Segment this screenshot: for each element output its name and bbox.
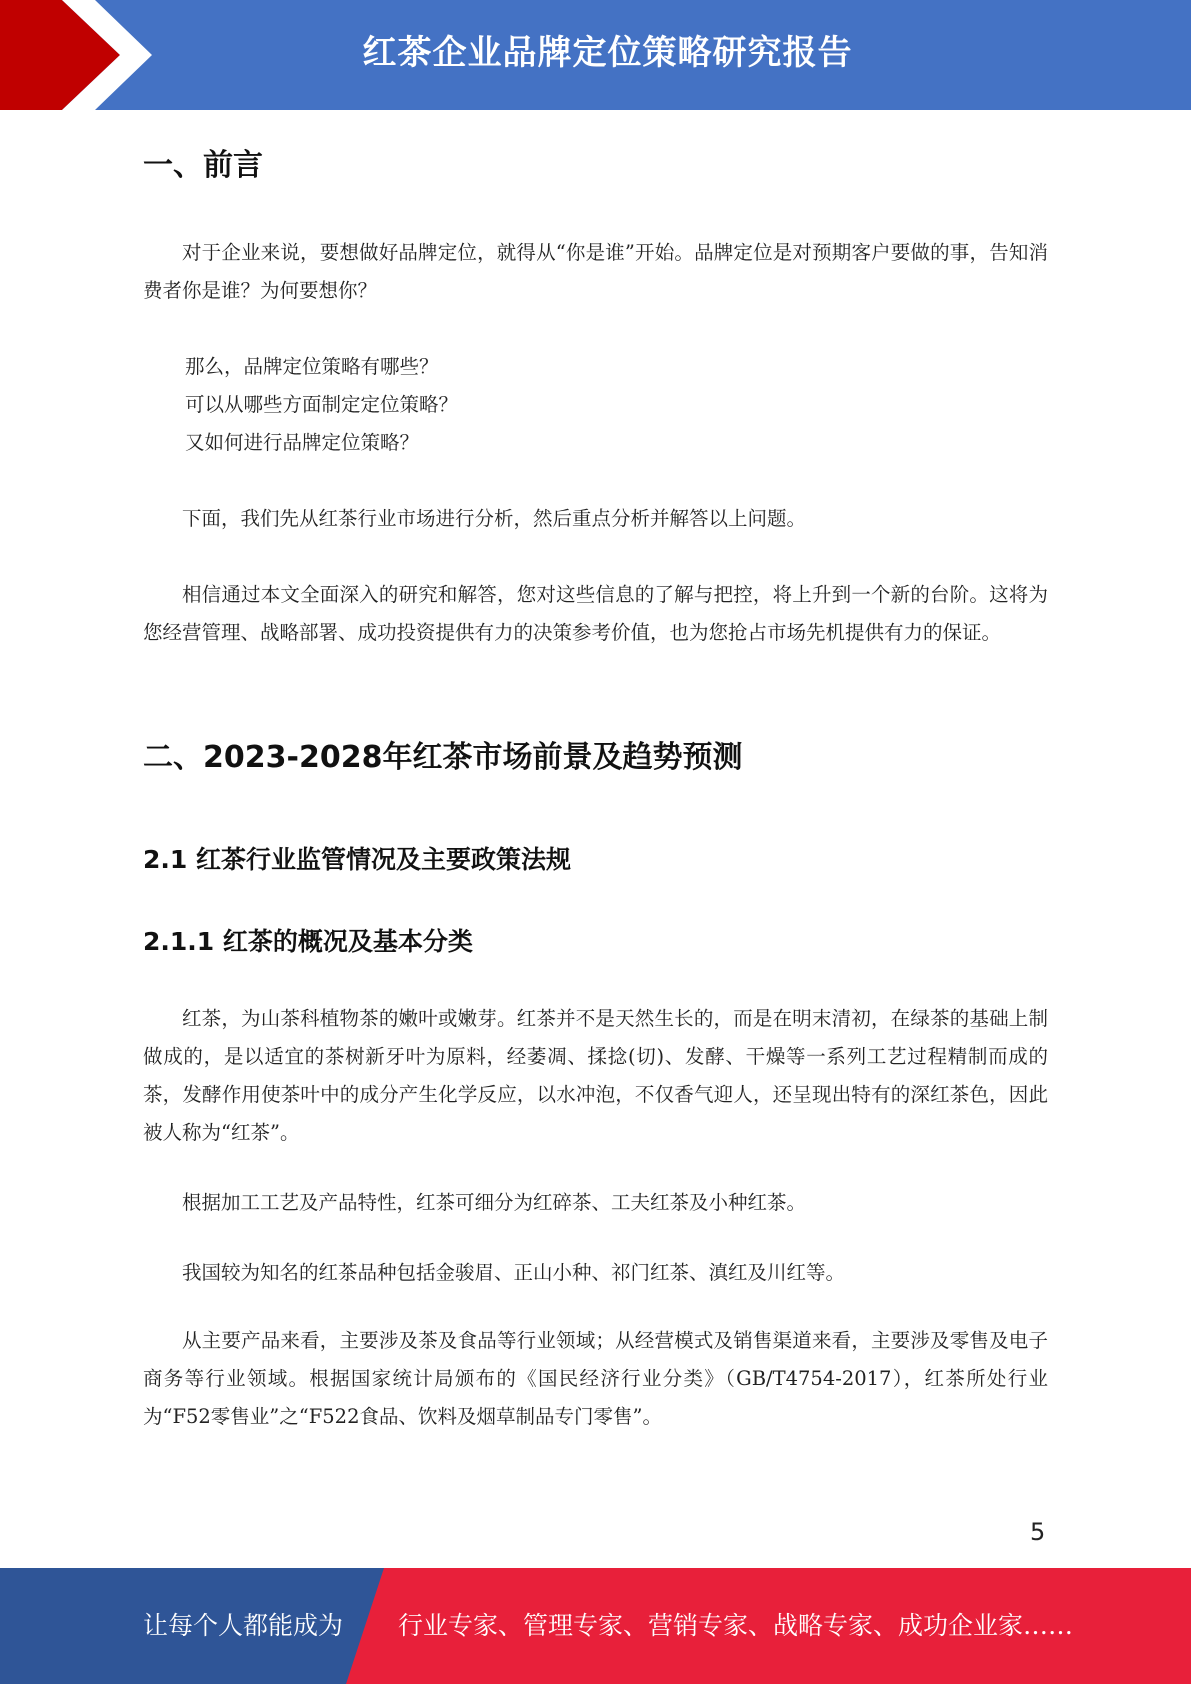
header-banner [0,0,1191,110]
preface-paragraph-3: 相信通过本文全面深入的研究和解答，您对这些信息的了解与把控，将上升到一个新的台阶。这将为您经营管理、战略部署、成功投资提供有力的决策参考价值，也为您抢占市场先机提供有力的保证。 [143,583,1048,644]
preface-paragraph-1: 对于企业来说，要想做好品牌定位，就得从“你是谁”开始。品牌定位是对预期客户要做的事，告知消费者你是谁？为何要想你？ [143,241,1048,302]
overview-paragraph-4: 从主要产品来看，主要涉及茶及食品等行业领域；从经营模式及销售渠道来看，主要涉及零售及电子商务等行业领域。根据国家统计局颁布的《国民经济行业分类》（GB/T4754-2017），红茶所处行业为“F52零售业”之“F522食品、饮料及烟草制品专门零售”。 [143,1329,1048,1428]
footer-slogan-left: 让每个人都能成为 [143,1611,344,1640]
preface-paragraph-2: 下面，我们先从红茶行业市场进行分析，然后重点分析并解答以上问题。 [182,507,807,530]
preface-question-3: 又如何进行品牌定位策略？ [185,431,420,454]
subsection-heading-2-1: 2.1 红茶行业监管情况及主要政策法规 [143,845,571,874]
overview-paragraph-3: 我国较为知名的红茶品种包括金骏眉、正山小种、祁门红茶、滇红及川红等。 [182,1261,846,1284]
overview-paragraph-2: 根据加工工艺及产品特性，红茶可细分为红碎茶、工夫红茶及小种红茶。 [182,1191,807,1214]
section-heading-preface: 一、前言 [143,148,263,183]
footer-slogan-right: 行业专家、管理专家、营销专家、战略专家、成功企业家…… [398,1611,1074,1640]
page-number: 5 [1030,1518,1046,1546]
subsection-heading-2-1-1: 2.1.1 红茶的概况及基本分类 [143,927,473,956]
preface-question-2: 可以从哪些方面制定定位策略？ [185,393,459,416]
footer-banner [0,1568,1191,1684]
preface-question-1: 那么，品牌定位策略有哪些？ [185,355,439,378]
overview-paragraph-1: 红茶，为山茶科植物茶的嫩叶或嫩芽。红茶并不是天然生长的，而是在明末清初，在绿茶的基础上制做成的，是以适宜的茶树新牙叶为原料，经萎凋、揉捻(切)、发酵、干燥等一系列工艺过程精制而成的茶，发酵作用使茶叶中的成分产生化学反应，以水冲泡，不仅香气迎人，还呈现出特有的深红茶色，因此被人称为“红茶”。 [143,1007,1048,1144]
report-title: 红茶企业品牌定位策略研究报告 [362,33,853,73]
section-heading-forecast: 二、2023-2028年红茶市场前景及趋势预测 [143,740,743,775]
